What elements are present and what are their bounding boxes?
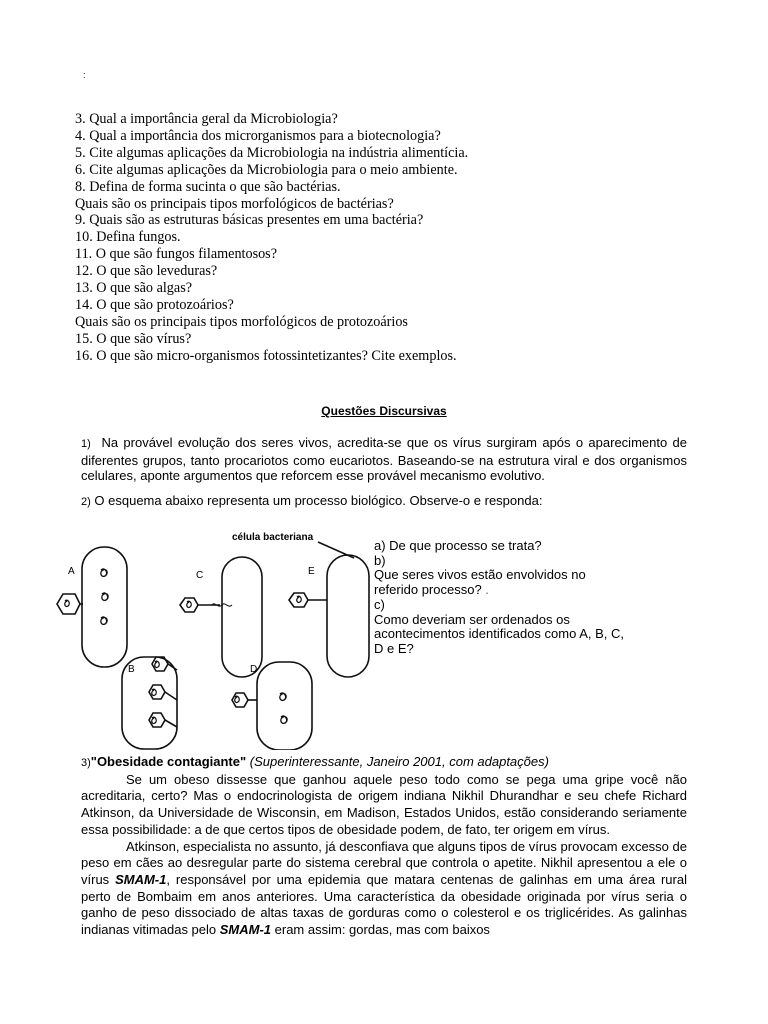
cell-a bbox=[82, 547, 127, 667]
list-item: 11. O que são fungos filamentosos? bbox=[75, 246, 278, 263]
question-list bbox=[75, 111, 715, 365]
virus-name: SMAM-1 bbox=[115, 871, 167, 887]
virus-e-head bbox=[289, 593, 308, 607]
question-3 bbox=[81, 754, 687, 939]
label-e: E bbox=[308, 566, 315, 577]
cell-e bbox=[327, 555, 369, 677]
item-c-text-2: acontecimentos identificados como A, B, C, bbox=[374, 626, 625, 642]
dna-coil-a1 bbox=[101, 569, 107, 577]
list-item: 4. Qual a importância dos microrganismos para a biotecnologia? bbox=[75, 127, 441, 144]
item-c-text-1: Como deveriam ser ordenados os bbox=[374, 611, 570, 627]
list-item: 14. O que são protozoários? bbox=[75, 296, 234, 313]
list-item: 9. Quais são as estruturas básicas presentes em uma bactéria? bbox=[75, 212, 424, 229]
label-a: A bbox=[68, 566, 75, 577]
cell-d bbox=[257, 662, 312, 750]
question-3-number: 3) bbox=[81, 757, 91, 769]
label-cell: célula bacteriana bbox=[232, 532, 314, 543]
virus-c-head bbox=[180, 598, 198, 612]
article-title: "Obesidade contagiante" bbox=[90, 754, 247, 769]
list-item: 15. O que são vírus? bbox=[75, 330, 192, 347]
item-b-text-2: referido processo? . bbox=[374, 582, 489, 598]
question-3-header bbox=[81, 754, 687, 772]
section-title: Questões Discursivas bbox=[321, 404, 447, 418]
virus-name-2: SMAM-1 bbox=[219, 922, 272, 938]
item-b-text: Que seres vivos estão envolvidos no bbox=[374, 567, 586, 583]
question-2-text: O esquema abaixo representa um processo biológico. Observe-o e responda: bbox=[94, 493, 543, 508]
paragraph-2: Atkinson, especialista no assunto, já desconfiava que alguns tipos de vírus provocam excesso de peso em cães ao desregular parte do sistema cerebral que controla o apetite. Nikhil apresentou a ele o vírus SMAM-1, responsável por uma epidemia que matara centenas de galinhas em uma área rural perto de Bombaim em anos anteriores. Uma característica da obesidade originada por vírus seria o ganho de peso dissociado de altas taxas de gorduras como o colesterol e os triglicérides. As galinhas indianas vitimadas pelo SMAM-1 eram assim: gordas, mas com baixos bbox=[81, 838, 687, 938]
stray-mark: : bbox=[83, 70, 86, 80]
item-a: a) De que processo se trata? bbox=[374, 538, 542, 553]
label-d: D bbox=[250, 664, 258, 675]
question-1 bbox=[81, 435, 687, 484]
dna-coil-a3 bbox=[101, 617, 107, 625]
list-item: Quais são os principais tipos morfológicos de protozoários bbox=[75, 313, 408, 330]
list-item: 5. Cite algumas aplicações da Microbiologia na indústria alimentícia. bbox=[75, 144, 469, 161]
virus-a-head bbox=[57, 594, 80, 614]
list-item: Quais são os principais tipos morfológicos de bactérias? bbox=[75, 195, 394, 212]
cell-c bbox=[222, 557, 262, 677]
question-2-number: 2) bbox=[81, 496, 91, 508]
label-b: B bbox=[128, 664, 135, 675]
list-item: 13. O que são algas? bbox=[75, 280, 193, 297]
question-2-items bbox=[374, 539, 644, 657]
list-item: 8. Defina de forma sucinta o que são bactérias. bbox=[75, 178, 341, 195]
paragraph-1: Se um obeso dissesse que ganhou aquele peso todo como se pega uma gripe você não acreditaria, certo? Mas o endocrinologista de origem indiana Nikhil Dhurandhar e seu chefe Richard Atkinson, da Universidade de Wisconsin, em Madison, Estados Unidos, estão considerando seriamente essa possibilidade: a de que certos tipos de obesidade podem, de fato, ter origem em vírus. bbox=[81, 771, 687, 837]
list-item: 6. Cite algumas aplicações da Microbiologia para o meio ambiente. bbox=[75, 161, 458, 178]
question-1-text: Na provável evolução dos seres vivos, acredita-se que os vírus surgiram após o aparecimento de diferentes grupos, tanto procariotos como eucariotos. Baseando-se na estrutura viral e dos organismos celulares, aponte argumentos que reforcem esse provável mecanismo evolutivo. bbox=[81, 435, 687, 484]
dna-coil-a2 bbox=[102, 593, 108, 601]
item-b-marker: b) bbox=[374, 552, 386, 568]
question-1-number: 1) bbox=[81, 438, 91, 450]
list-item: 3. Qual a importância geral da Microbiologia? bbox=[75, 111, 338, 127]
list-item: 16. O que são micro-organismos fotossintetizantes? Cite exemplos. bbox=[75, 347, 457, 364]
list-item: 10. Defina fungos. bbox=[75, 229, 181, 246]
item-c-text-3: D e E? bbox=[374, 640, 414, 656]
question-2 bbox=[81, 493, 687, 511]
virus-infection-diagram bbox=[52, 522, 370, 750]
item-c-marker: c) bbox=[374, 596, 385, 612]
list-item: 12. O que são leveduras? bbox=[75, 263, 218, 280]
article-source: (Superinteressante, Janeiro 2001, com adaptações) bbox=[249, 754, 549, 769]
label-c: C bbox=[196, 570, 204, 581]
red-dot: . bbox=[485, 582, 489, 598]
